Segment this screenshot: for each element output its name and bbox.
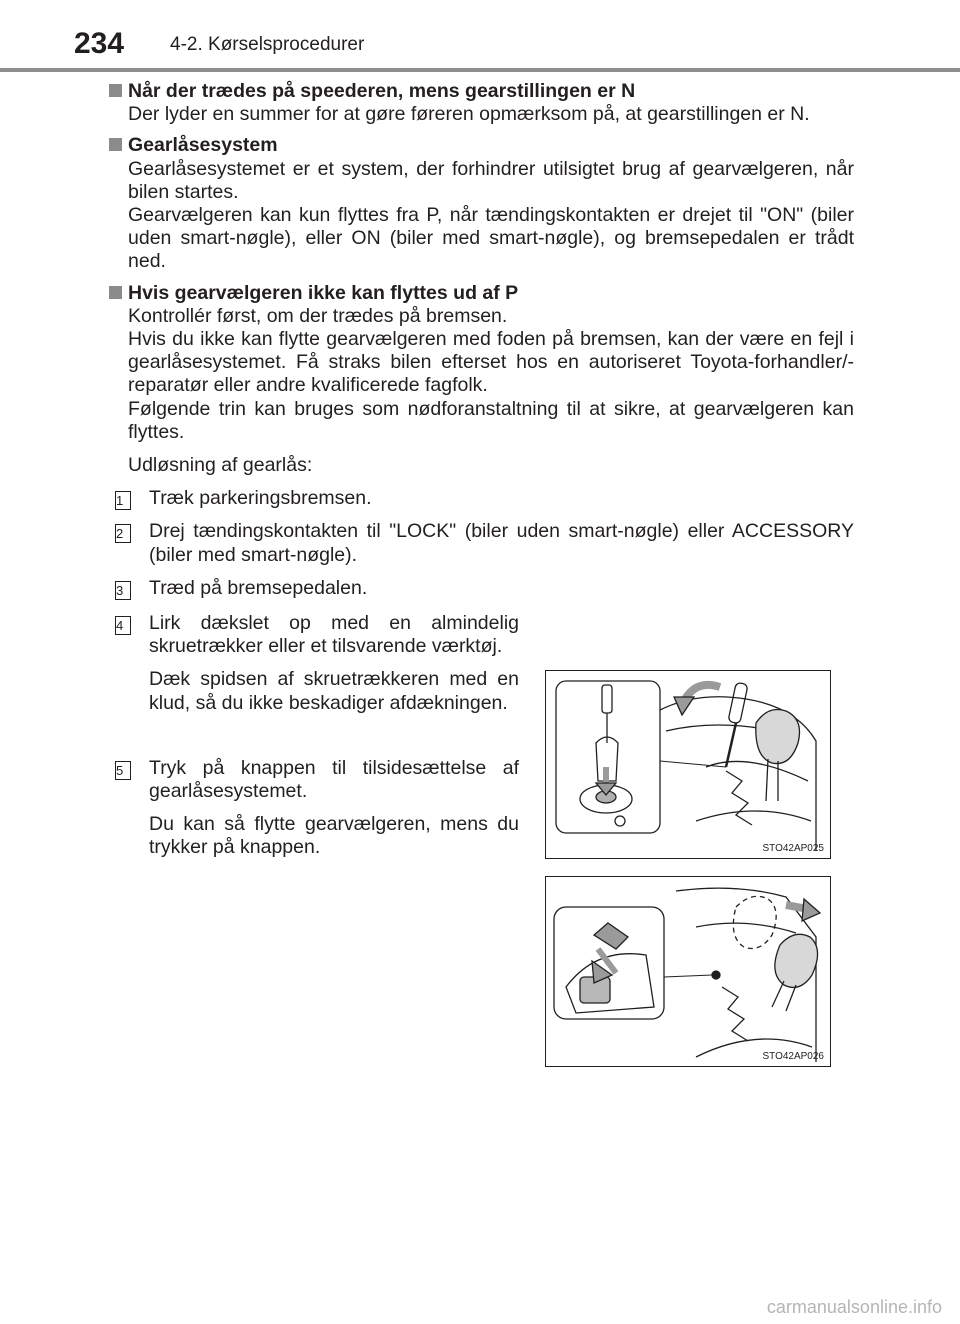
- step-number: 5: [115, 761, 131, 780]
- section-title: 4-2. Kørselsprocedurer: [170, 34, 365, 55]
- page-header: [0, 0, 960, 72]
- section-heading-shift-lock-release: [109, 282, 854, 305]
- step-number: 3: [115, 581, 131, 600]
- step-note: Dæk spidsen af skruetrækkeren med en klud, så du ikke beskadiger afdækningen.: [149, 668, 519, 714]
- shift-lock-override-illustration: [546, 877, 830, 1066]
- page-number: 234: [74, 27, 125, 60]
- paragraph: Gearlåsesystemet er et system, der forhindrer utilsigtet brug af gearvælgeren, når bilen startes.: [128, 157, 854, 203]
- step-item: [116, 520, 854, 566]
- step-text: Træd på bremsepedalen.: [149, 576, 368, 599]
- header-divider: [0, 68, 960, 72]
- release-label: Udløsning af gearlås:: [128, 454, 313, 477]
- square-bullet-icon: [109, 84, 122, 97]
- square-bullet-icon: [109, 286, 122, 299]
- square-bullet-icon: [109, 138, 122, 151]
- watermark-text: carmanualsonline.info: [766, 1297, 942, 1317]
- step-text: Tryk på knappen til tilsidesættelse af gearlåsesystemet.: [149, 756, 519, 803]
- heading-text: Gearlåsesystem: [128, 134, 278, 157]
- shift-lever-cover-illustration: [546, 671, 830, 858]
- figure-override-button: [545, 876, 831, 1067]
- step-number: 2: [115, 524, 131, 543]
- section-heading-gearlock: [109, 134, 854, 157]
- figure-pry-cover: [545, 670, 831, 859]
- paragraph: Gearvælgeren kan kun flyttes fra P, når tændingskontakten er drejet til "ON" (biler uden smart-nøgle), eller ON (biler med smart-nøgle), og bremsepedalen er trådt ned.: [128, 204, 854, 273]
- heading-text: Hvis gearvælgeren ikke kan flyttes ud af P: [128, 281, 519, 304]
- figure-code: STO42AP025: [762, 843, 824, 854]
- paragraph: Kontrollér først, om der trædes på bremsen.: [128, 304, 508, 327]
- paragraph: Der lyder en summer for at gøre føreren opmærksom på, at gearstillingen er N.: [128, 103, 810, 126]
- step-text: Drej tændingskontakten til "LOCK" (biler uden smart-nøgle) eller ACCESSORY (biler med smart-nøgle).: [149, 520, 854, 566]
- paragraph: Hvis du ikke kan flytte gearvælgeren med foden på bremsen, kan der være en fejl i gearlåsesystemet. Få straks bilen efterset hos en autoriseret Toyota-forhandler/-reparatør eller andre kvalificerede fagfolk.: [128, 328, 854, 397]
- section-heading-neutral: [109, 80, 854, 103]
- step-item: [116, 612, 519, 715]
- figure-code: STO42AP026: [762, 1051, 824, 1062]
- step-item: [116, 487, 854, 510]
- heading-text: Når der trædes på speederen, mens gearstillingen er N: [128, 80, 636, 102]
- step-text: Træk parkeringsbremsen.: [149, 487, 372, 510]
- step-number: 1: [115, 491, 131, 510]
- step-item: [116, 576, 854, 600]
- step-text: Lirk dækslet op med en almindelig skruetrækker eller et tilsvarende værktøj.: [149, 612, 519, 658]
- paragraph: Følgende trin kan bruges som nødforanstaltning til at sikre, at gearvælgeren kan flyttes.: [128, 397, 854, 443]
- step-note: Du kan så flytte gearvælgeren, mens du trykker på knappen.: [149, 813, 519, 859]
- step-item: [116, 756, 519, 860]
- step-number: 4: [115, 616, 131, 635]
